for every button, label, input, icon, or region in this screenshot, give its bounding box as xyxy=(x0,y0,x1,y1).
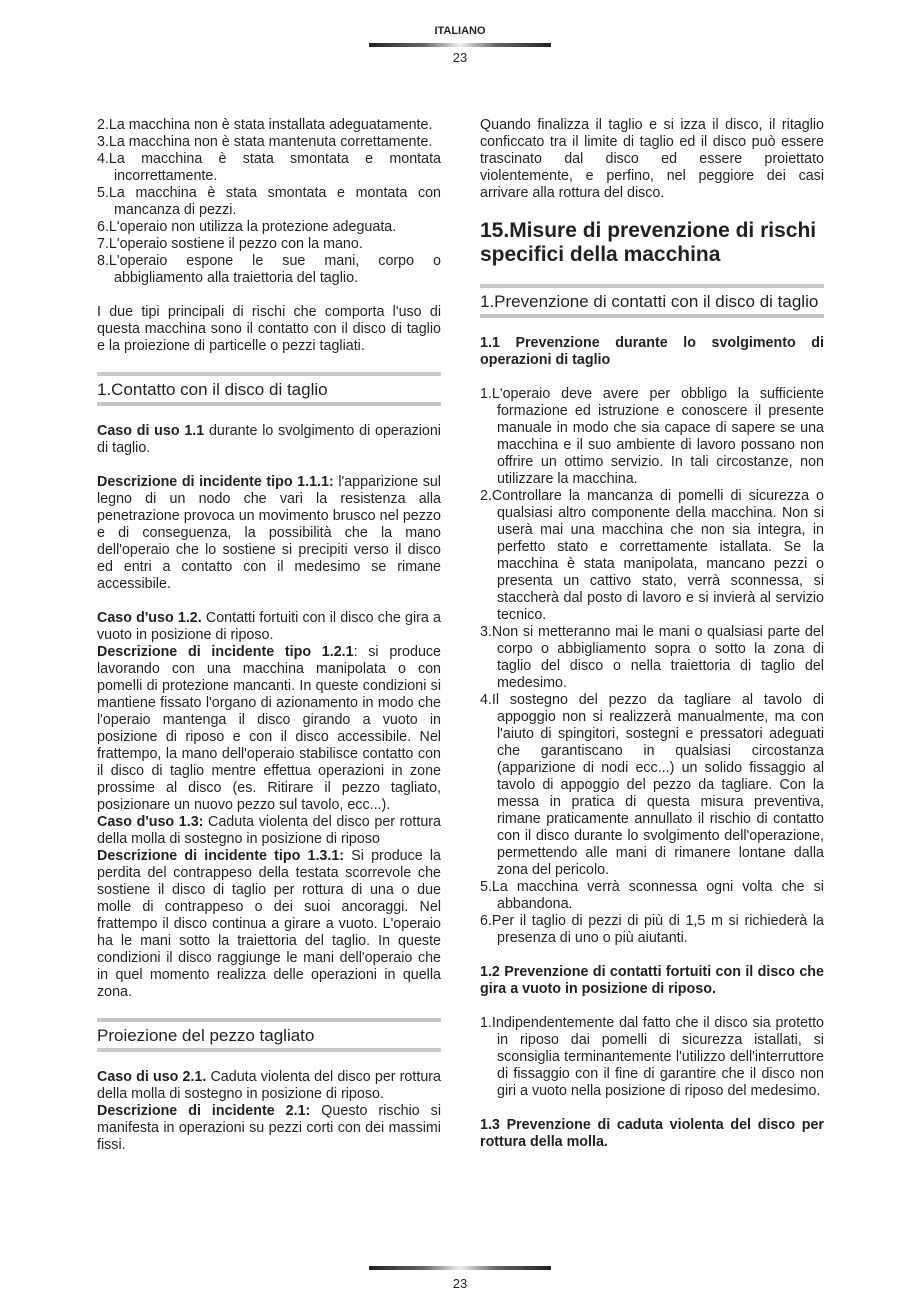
paragraph: I due tipi principali di rischi che comporta l'uso di questa macchina sono il contatto con il disco di taglio e la proiezione di particelle o pezzi tagliati. xyxy=(97,304,441,354)
list-item: 6.Per il taglio di pezzi di più di 1,5 m si richiederà la presenza di uno o più aiutanti. xyxy=(480,913,824,946)
list-item: 1.Indipendentemente dal fatto che il disco sia protetto in riposo dai pomelli di sicurezza istallati, si sconsiglia terminantemente l'utilizzo dell'interruttore di fissaggio con il fine di garantire che il disco non giri a vuoto nella posizione di riposo del medesimo. xyxy=(480,1015,824,1099)
paragraph xyxy=(97,1069,441,1103)
bold-label: Caso di uso 2.1. xyxy=(97,1069,207,1085)
bold-label: Caso d'uso 1.2. xyxy=(97,610,202,626)
section-heading: Proiezione del pezzo tagliato xyxy=(97,1018,441,1052)
list-item: 2.Controllare la mancanza di pomelli di sicurezza o qualsiasi altro componente della macchina. Non si userà mai una macchina che non sia integra, in perfetto stato e correttamente istallata. Se la macchina è stata manipolata, mancano pezzi o presenta un cattivo stato, verrà sconnessa, si staccherà dal posto di lavoro e si invierà al servizio tecnico. xyxy=(480,488,824,623)
bold-label: Caso di uso 1.1 xyxy=(97,423,205,439)
subheading xyxy=(480,1117,824,1151)
text: Si produce la perdita del contrappeso della testata scorrevole che sostiene il disco di taglio per rottura di una o due molle di contrappeso o dei suoi ancoraggi. Nel frattempo il disco continua a girare a vuoto. L'operaio ha le mani sotto la traiettoria del taglio. In queste condizioni il disco raggiunge le mani dell'operaio che in quel momento realizza delle operazioni in quella zona. xyxy=(97,848,441,1000)
text: Caduta violenta del disco per rottura della molla di sostegno in posizione di riposo xyxy=(97,814,441,847)
list-item: 3.La macchina non è stata mantenuta correttamente. xyxy=(97,134,433,150)
bold-label: Descrizione di incidente tipo 1.1.1: xyxy=(97,474,334,490)
paragraph: Quando finalizza il taglio e si izza il disco, il ritaglio conficcato tra il limite di taglio ed il disco può essere trascinato dal disco ed essere proiettato violentemente, e perfino, nel peggiore dei casi arrivare alla rottura del disco. xyxy=(480,117,824,201)
list-item: 1.L'operaio deve avere per obbligo la sufficiente formazione ed istruzione e conoscere il presente manuale in modo che sia capace di sapere se una macchina e il suo ambiente di lavoro possano non offrire un ottimo servizio. In tali circostanze, non utilizzare la macchina. xyxy=(480,386,824,487)
text: durante lo svolgimento di operazioni di taglio. xyxy=(97,423,441,456)
bold-label: Caso d'uso 1.3: xyxy=(97,814,204,830)
section-heading: 1.Prevenzione di contatti con il disco di taglio xyxy=(480,284,824,318)
subheading-text: 1.3 Prevenzione di caduta violenta del disco per rottura della molla. xyxy=(480,1117,824,1150)
paragraph xyxy=(97,1103,441,1154)
bold-label: Descrizione di incidente 2.1: xyxy=(97,1103,311,1119)
prevention-list xyxy=(480,1015,824,1100)
list-item: 7.L'operaio sostiene il pezzo con la mano. xyxy=(97,236,363,252)
list-item: 3.Non si metteranno mai le mani o qualsiasi parte del corpo o abbigliamento sopra o sotto la zona di taglio del disco o nella traiettoria di taglio del medesimo. xyxy=(480,624,824,691)
list-item: 6.L'operaio non utilizza la protezione adeguata. xyxy=(97,219,397,235)
footer-page-number: 23 xyxy=(452,1276,468,1291)
bold-label: Descrizione di incidente tipo 1.3.1: xyxy=(97,848,345,864)
paragraph xyxy=(97,848,441,1001)
prevention-list xyxy=(480,386,824,947)
left-column xyxy=(97,117,441,1171)
header-language: ITALIANO xyxy=(434,25,486,37)
text: Questo rischio si manifesta in operazioni su pezzi corti con dei massimi fissi. xyxy=(97,1103,441,1153)
list-item: 4.La macchina è stata smontata e montata incorrettamente. xyxy=(97,151,441,184)
bold-label: Descrizione di incidente tipo 1.2.1 xyxy=(97,644,354,660)
subheading xyxy=(480,964,824,998)
header-divider xyxy=(369,43,551,47)
list-item: 8.L'operaio espone le sue mani, corpo o abbigliamento alla traiettoria del taglio. xyxy=(97,253,441,286)
header-page-number: 23 xyxy=(452,50,468,65)
cause-list xyxy=(97,117,441,287)
paragraph xyxy=(97,814,441,848)
list-item: 5.La macchina è stata smontata e montata con mancanza di pezzi. xyxy=(97,185,441,218)
text: : si produce lavorando con una macchina manipolata o con pomelli di protezione mancanti. In queste condizioni si mantiene fissato l'organo di azionamento in modo che l'operaio mantenga il disco girando a vuoto in posizione di riposo e con il disco accessibile. Nel frattempo, la mano dell'operaio stabilisce contatto con il disco di taglio mentre effettua operazioni in zone prossime al disco (es. Ritirare il pezzo tagliato, posizionare un nuovo pezzo sul tavolo, ecc...). xyxy=(97,644,441,813)
subheading xyxy=(480,335,824,369)
paragraph xyxy=(97,610,441,644)
text: l'apparizione sul legno di un nodo che vari la resistenza alla penetrazione provoca un movimento brusco nel pezzo e di conseguenza, la possibilità che la mano dell'operaio che lo sostiene si precipiti verso il disco ed entri a contatto con il medesimo se rimane accessibile. xyxy=(97,474,441,592)
paragraph xyxy=(97,423,441,457)
list-item: 5.La macchina verrà sconnessa ogni volta che si abbandona. xyxy=(480,879,824,912)
footer-divider xyxy=(369,1266,551,1270)
section-heading: 1.Contatto con il disco di taglio xyxy=(97,372,441,406)
subheading-text: 1.1 Prevenzione durante lo svolgimento di operazioni di taglio xyxy=(480,335,824,368)
subheading-text: 1.2 Prevenzione di contatti fortuiti con il disco che gira a vuoto in posizione di riposo. xyxy=(480,964,824,997)
text: Caduta violenta del disco per rottura della molla di sostegno in posizione di riposo. xyxy=(97,1069,441,1102)
list-item: 2.La macchina non è stata installata adeguatamente. xyxy=(97,117,433,133)
chapter-title: 15.Misure di prevenzione di rischi specifici della macchina xyxy=(480,219,817,266)
list-item: 4.Il sostegno del pezzo da tagliare al tavolo di appoggio non si realizzerà manualmente, ma con l'aiuto di spingitori, sostegni e pressatori adeguati che garantiscano in qualsiasi circostanza (apparizione di nodi ecc...) un solido fissaggio al tavolo di appoggio del pezzo da tagliare. Con la messa in pratica di questa misura preventiva, rimane praticamente annullato il rischio di contatto con il disco durante lo svolgimento dell'operazione, permettendo alle mani di rimanere lontane dalla zona del pericolo. xyxy=(480,692,824,878)
paragraph xyxy=(97,644,441,814)
text: Contatti fortuiti con il disco che gira a vuoto in posizione di riposo. xyxy=(97,610,441,643)
right-column xyxy=(480,117,824,1168)
paragraph xyxy=(97,474,441,593)
